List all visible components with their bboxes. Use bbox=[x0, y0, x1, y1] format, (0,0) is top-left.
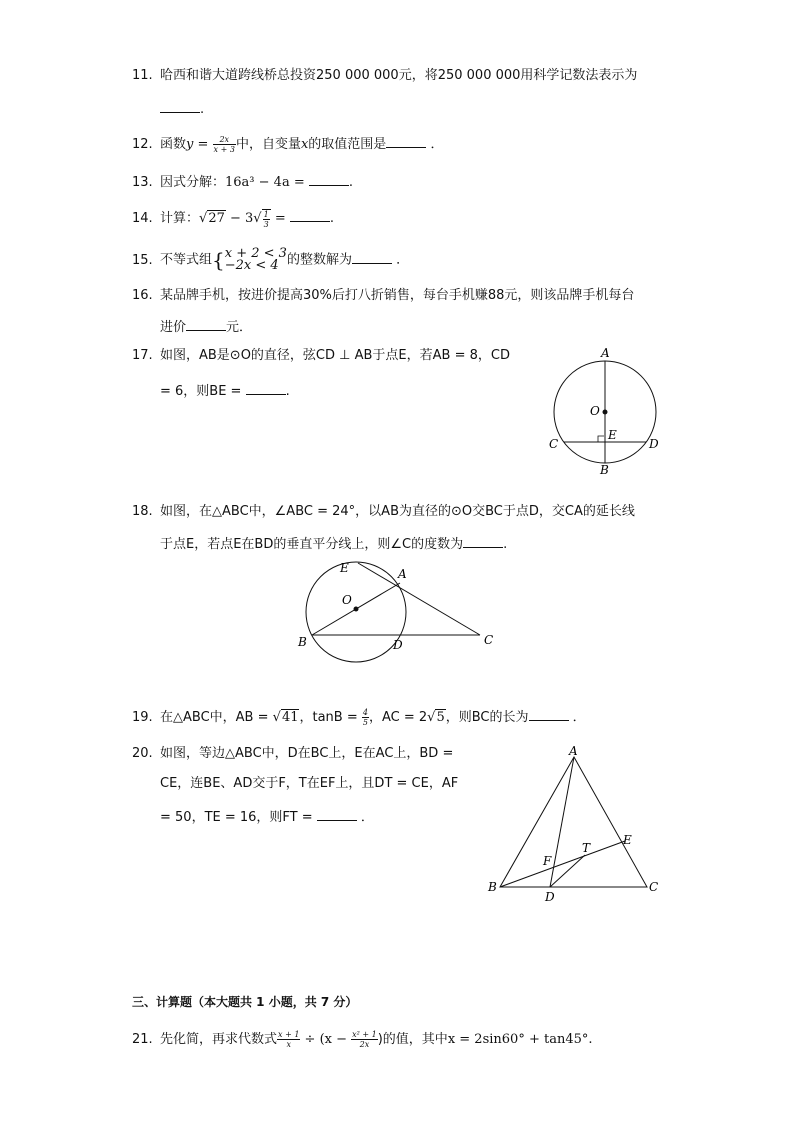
answer-blank[interactable] bbox=[317, 806, 357, 821]
fraction: $\frac{4}{5}$ bbox=[362, 708, 368, 727]
question-11-answer-line: . bbox=[160, 98, 204, 120]
answer-blank[interactable] bbox=[290, 207, 330, 222]
answer-blank[interactable] bbox=[386, 133, 426, 148]
answer-blank[interactable] bbox=[463, 533, 503, 548]
question-11: 11. 哈西和谐大道跨线桥总投资250 000 000元，将250 000 000用科学记数法表示为 bbox=[132, 68, 638, 83]
question-21: 21. 先化简，再求代数式 $\frac{x + 1}{x}$ ÷ (x − $\frac{\text{x² + 1}}{2x}$ )的值，其中x = 2sin60° + tan45°. bbox=[132, 1030, 593, 1049]
label-b: B bbox=[600, 463, 609, 477]
label-e: E bbox=[340, 561, 349, 575]
right-angle-mark bbox=[598, 436, 604, 442]
answer-blank[interactable] bbox=[246, 380, 286, 395]
figure-20 bbox=[485, 745, 665, 905]
answer-blank[interactable] bbox=[309, 171, 349, 186]
label-d: D bbox=[649, 437, 659, 451]
question-15: 15. 不等式组{ x + 2 < 3 −2x < 4 的整数解为 ． bbox=[132, 246, 410, 273]
question-20-line2: CE，连BE、AD交于F，T在EF上，且DT = CE，AF bbox=[160, 776, 459, 791]
label-o: O bbox=[342, 593, 352, 607]
label-e: E bbox=[623, 833, 632, 847]
answer-blank[interactable] bbox=[186, 316, 226, 331]
question-20-line3: = 50，TE = 16，则FT = ． bbox=[160, 806, 374, 828]
label-b: B bbox=[488, 880, 497, 894]
label-c: C bbox=[649, 880, 659, 894]
fraction: $\frac{x + 1}{x}$ bbox=[278, 1030, 300, 1049]
question-16: 16. 某品牌手机，按进价提高30%后打八折销售，每台手机赚88元，则该品牌手机每台 bbox=[132, 288, 635, 303]
label-c: C bbox=[484, 633, 494, 647]
answer-blank[interactable] bbox=[352, 249, 392, 264]
inequality-system: x + 2 < 3 −2x < 4 bbox=[224, 246, 287, 273]
question-18-line2: 于点E，若点E在BD的垂直平分线上，则∠C的度数为 . bbox=[160, 533, 507, 555]
question-16-line2: 进价 元． bbox=[160, 316, 252, 338]
center-point bbox=[603, 410, 608, 415]
question-17-line2: = 6，则BE = . bbox=[160, 380, 290, 402]
label-c: C bbox=[549, 437, 559, 451]
question-13: 13. 因式分解：16a³ − 4a = . bbox=[132, 171, 353, 193]
center-point bbox=[354, 607, 359, 612]
label-a: A bbox=[398, 567, 407, 581]
figure-17 bbox=[540, 345, 670, 480]
label-b: B bbox=[298, 635, 307, 649]
section-heading: 三、计算题（本大题共 1 小题，共 7 分） bbox=[132, 995, 358, 1009]
label-t: T bbox=[582, 841, 591, 855]
question-14: 14. 计算：√27 − 3√ $\frac{1}{3}$ = . bbox=[132, 207, 334, 229]
segment-ec bbox=[358, 563, 480, 635]
label-d: D bbox=[545, 890, 555, 904]
fraction: $\frac{2x}{x + 3}$ bbox=[213, 135, 235, 154]
question-17: 17. 如图，AB是⊙O的直径，弦CD ⊥ AB于点E，若AB = 8，CD bbox=[132, 348, 510, 363]
question-19: 19. 在△ABC中，AB = √41，tanB = $\frac{4}{5}$ ，AC = 2√5，则BC的长为 ． bbox=[132, 708, 586, 727]
answer-blank[interactable] bbox=[160, 98, 200, 113]
segment-be bbox=[500, 841, 625, 887]
triangle-abc bbox=[500, 757, 647, 887]
fraction: $\frac{\text{x² + 1}}{2x}$ bbox=[352, 1030, 377, 1049]
circle-o bbox=[306, 562, 406, 662]
question-20: 20. 如图，等边△ABC中，D在BC上，E在AC上，BD = bbox=[132, 746, 454, 761]
question-18: 18. 如图，在△ABC中，∠ABC = 24°，以AB为直径的⊙O交BC于点D，交CA的延长线 bbox=[132, 504, 635, 519]
label-a: A bbox=[569, 745, 578, 758]
question-12: 12. 函数y = $\frac{2x}{x + 3}$ 中，自变量x的取值范围是 ． bbox=[132, 135, 444, 154]
label-o: O bbox=[590, 404, 600, 418]
figure-18 bbox=[290, 558, 505, 668]
label-a: A bbox=[601, 346, 610, 360]
label-f: F bbox=[543, 854, 552, 868]
answer-blank[interactable] bbox=[529, 706, 569, 721]
label-e: E bbox=[608, 428, 617, 442]
label-d: D bbox=[393, 638, 403, 652]
